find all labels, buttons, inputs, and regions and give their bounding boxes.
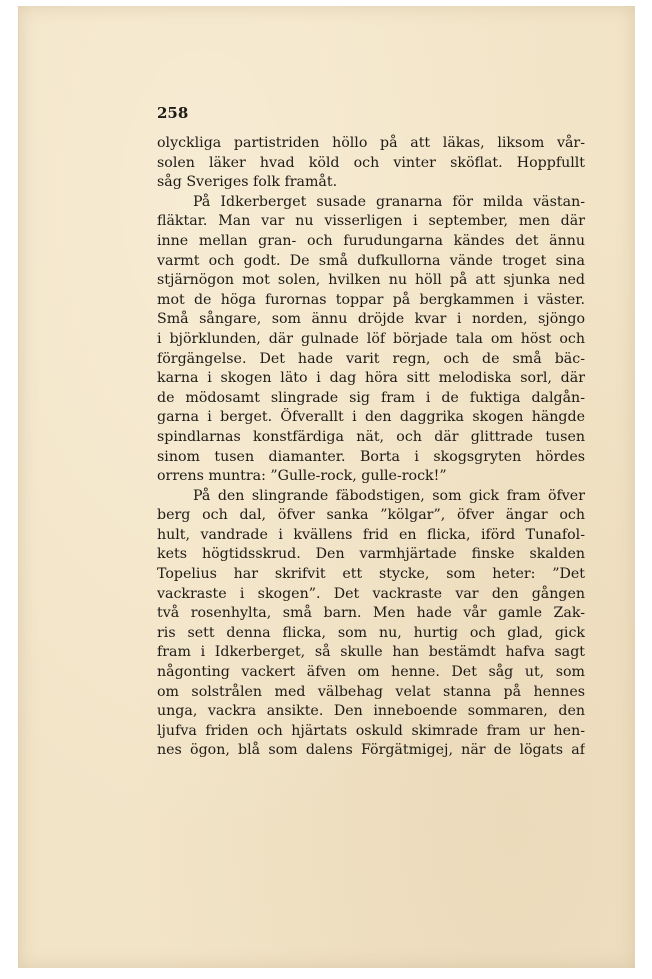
book-page	[18, 6, 635, 968]
text-line: kets högtidsskrud. Den varmhjärtade finske skalden	[157, 546, 585, 563]
text-line: solen läker hvad köld och vinter sköflat. Hoppfullt	[157, 154, 585, 171]
text-line: karna i skogen läto i dag höra sitt melodiska sorl, där	[157, 370, 585, 387]
text-line: varmt och godt. De små dufkullorna vände troget sina	[157, 252, 585, 269]
text-line: ris sett denna flicka, som nu, hurtig och glad, gick	[157, 624, 585, 641]
text-line: i björklunden, där gulnade löf började tala om höst och	[157, 330, 585, 347]
text-line: olyckliga partistriden höllo på att läkas, liksom vår-	[157, 135, 585, 151]
text-line: någonting vackert äfven om henne. Det såg ut, som	[157, 664, 585, 681]
text-line: nes ögon, blå som dalens Förgätmigej, när de lögats af	[157, 742, 585, 759]
text-line: om solstrålen med välbehag velat stanna på hennes	[157, 683, 585, 700]
text-line: de mödosamt slingrade sig fram i de fuktiga dalgån-	[157, 389, 585, 406]
text-line: såg Sveriges folk framåt.	[157, 174, 338, 191]
text-line: två rosenhylta, små barn. Men hade vår gamle Zak-	[157, 605, 585, 622]
text-line: vackraste i skogen”. Det vackraste var den gången	[157, 585, 585, 602]
body-text	[157, 134, 585, 761]
text-line: mot de höga furornas toppar på bergkammen i väster.	[157, 291, 585, 308]
text-line: stjärnögon mot solen, hvilken nu höll på att sjunka ned	[157, 272, 585, 289]
text-line: garna i berget. Öfverallt i den daggrika skogen hängde	[157, 409, 585, 426]
text-line: unga, vackra ansikte. Den inneboende sommaren, den	[157, 703, 585, 720]
text-line: hult, vandrade i kvällens frid en flicka, iförd Tunafol-	[157, 526, 585, 543]
text-line: Topelius har skrifvit ett stycke, som heter: ”Det	[157, 566, 585, 583]
page-number: 258	[157, 104, 189, 122]
text-line: fram i Idkerberget, så skulle han bestämdt hafva sagt	[157, 644, 585, 661]
text-line: fläktar. Man var nu visserligen i september, men där	[157, 213, 585, 230]
text-line: ljufva friden och hjärtats oskuld skimrade fram ur hen-	[157, 722, 585, 739]
text-line: På den slingrande fäbodstigen, som gick fram öfver	[193, 487, 585, 504]
text-line: orrens muntra: ”Gulle-rock, gulle-rock!”	[157, 468, 447, 485]
text-line: sinom tusen diamanter. Borta i skogsgryten hördes	[157, 448, 585, 465]
text-line: På Idkerberget susade granarna för milda västan-	[193, 193, 585, 210]
text-line: berg och dal, öfver sanka ”kölgar”, öfver ängar och	[157, 507, 585, 524]
text-line: Små sångare, som ännu dröjde kvar i norden, sjöngo	[157, 311, 585, 328]
text-line: inne mellan gran- och furudungarna kändes det ännu	[157, 232, 585, 249]
text-line: förgängelse. Det hade varit regn, och de små bäc-	[157, 350, 585, 367]
text-line: spindlarnas konstfärdiga nät, och där glittrade tusen	[157, 428, 585, 445]
